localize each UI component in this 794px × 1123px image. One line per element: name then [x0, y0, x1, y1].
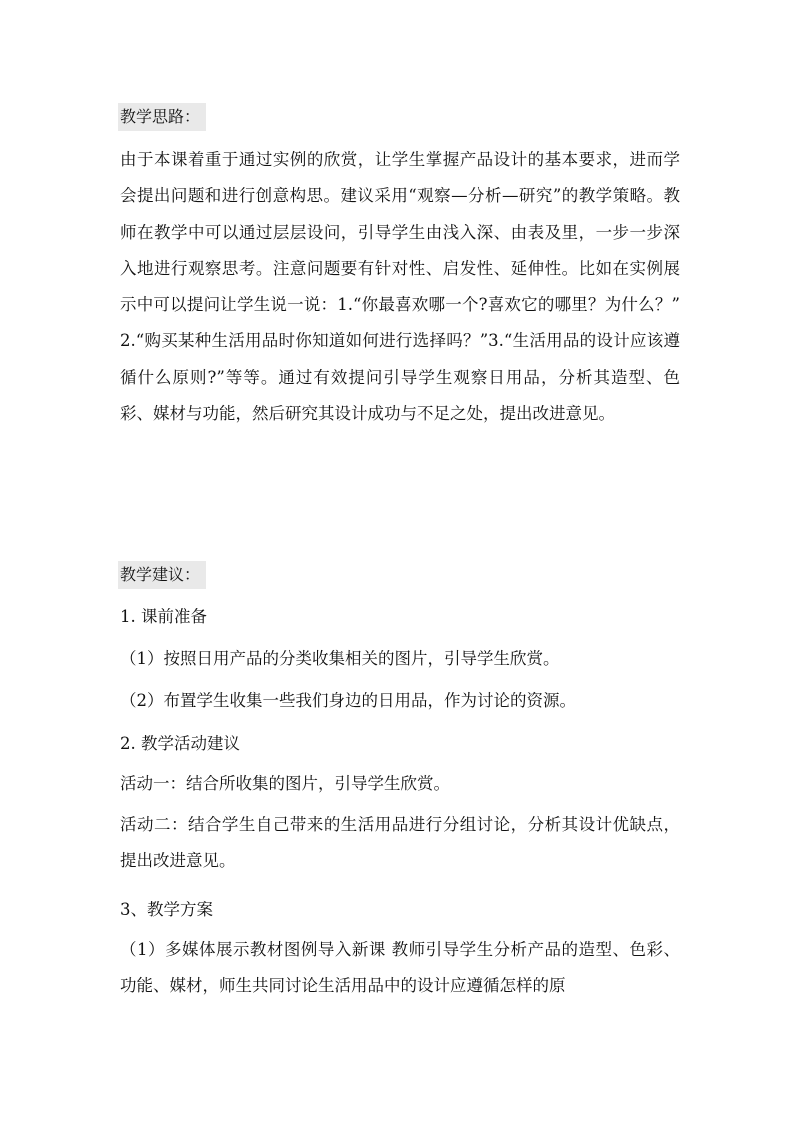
- item-prep-sub1: （1）按照日用产品的分类收集相关的图片，引导学生欣赏。: [120, 649, 560, 668]
- item-plan-title: 3、教学方案: [120, 900, 213, 919]
- item-prep-title: 1. 课前准备: [120, 607, 207, 626]
- activity-two: 活动二：结合学生自己带来的生活用品进行分组讨论，分析其设计优缺点，提出改进意见。: [120, 815, 680, 871]
- section-heading-teaching-approach: 教学思路：: [118, 103, 206, 131]
- item-activity-title: 2. 教学活动建议: [120, 734, 240, 753]
- plan-step-one: （1）多媒体展示教材图例导入新课 教师引导学生分析产品的造型、色彩、功能、媒材，师生共同讨论生活用品中的设计应遵循怎样的原: [120, 940, 680, 996]
- item-prep-sub2: （2）布置学生收集一些我们身边的日用品，作为讨论的资源。: [120, 691, 576, 710]
- teaching-approach-paragraph: 由于本课着重于通过实例的欣赏，让学生掌握产品设计的基本要求，进而学会提出问题和进行创意构思。建议采用“观察—分析—研究”的教学策略。教师在教学中可以通过层层设问，引导学生由浅入深、由表及里，一步一步深入地进行观察思考。注意问题要有针对性、启发性、延伸性。比如在实例展示中可以提问让学生说一说：1.“你最喜欢哪一个?喜欢它的哪里？为什么？” 2.“购买某种生活用品时你知道如何进行选择吗？”3.“生活用品的设计应该遵循什么原则?”等等。通过有效提问引导学生观察日用品，分析其造型、色彩、媒材与功能，然后研究其设计成功与不足之处，提出改进意见。: [120, 150, 680, 424]
- section-heading-teaching-suggestions: 教学建议：: [118, 561, 206, 589]
- activity-one: 活动一：结合所收集的图片，引导学生欣赏。: [120, 774, 450, 793]
